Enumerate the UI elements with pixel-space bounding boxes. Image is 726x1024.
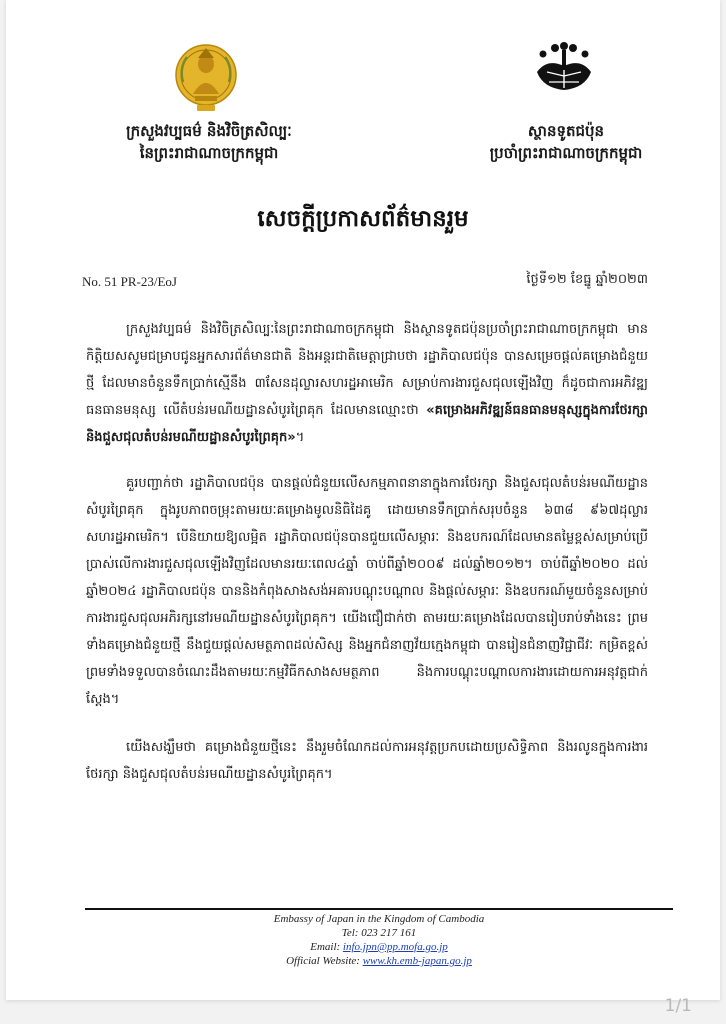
paragraph-1-text: ក្រសួងវប្បធម៌ និងវិចិត្រសិល្បៈនៃព្រះរាជាណាចក្រកម្ពុជា និងស្ថានទូតជប៉ុនប្រចាំព្រះរាជាណាចក្រកម្ពុជា មានកិត្តិយសសូមជម្រាបជូនអ្នកសារព័ត៌មានជាតិ និងអន្តរជាតិមេត្តាជ្រាបថា រដ្ឋាភិបាលជប៉ុន បានសម្រេចផ្តល់គម្រោងជំនួយថ្មី ដែលមានចំនួនទឹកប្រាក់ស្មើនឹង ៣សែនដុល្លារសហរដ្ឋអាមេរិក សម្រាប់ការងារជួសជុលឡើងវិញ ក៏ដូចជាការអភិវឌ្ឍធនធានមនុស្ស លើតំបន់រមណីយដ្ឋានសំបូរព្រៃគុក ដែលមានឈ្មោះថា xyxy=(86,322,648,418)
document-title: សេចក្តីប្រកាសព័ត៌មានរួម xyxy=(257,205,469,232)
reference-number: No. 51 PR-23/EoJ xyxy=(82,274,177,289)
project-name: «គម្រោងអភិវឌ្ឍន៍ធនធានមនុស្សក្នុងការថែរក្សា និងជួសជុលតំបន់រមណីយដ្ឋានសំបូរព្រៃគុក» xyxy=(86,403,648,445)
footer-org: Embassy of Japan in the Kingdom of Cambodia xyxy=(273,913,485,925)
document-page xyxy=(6,0,720,1000)
paragraph-3: យើងសង្ឃឹមថា គម្រោងជំនួយថ្មីនេះ នឹងរួមចំណែកដល់ការអនុវត្តប្រកបដោយប្រសិទ្ធិភាព និងរលូនក្នុងការងារថែរក្សា និងជួសជុលតំបន់រមណីយដ្ឋានសំបូរព្រៃគុក។ xyxy=(86,740,648,782)
ministry-line-1: ក្រសួងវប្បធម៌ និងវិចិត្រសិល្បៈ xyxy=(126,122,292,140)
paragraph-1 xyxy=(86,316,648,451)
email-link[interactable]: info.jpn@pp.mofa.go.jp xyxy=(342,941,448,953)
paragraph-2: គួរបញ្ជាក់ថា រដ្ឋាភិបាលជប៉ុន បានផ្តល់ជំនួយលើសកម្មភាពនានាក្នុងការថែរក្សា និងជួសជុលតំបន់រមណីយដ្ឋានសំបូរព្រៃគុក ក្នុងរូបភាពចម្រុះតាមរយៈគម្រោងមូលនិធិដៃគូ ដោយមានទឹកប្រាក់សរុបចំនួន ៦៣៨ ៩៦៧ដុល្លារសហរដ្ឋអាមេរិក។ បើនិយាយឱ្យលម្អិត រដ្ឋាភិបាលជប៉ុនបានជួយលើសម្ភារៈ និងឧបករណ៍ដែលមានតម្លៃខ្ពស់សម្រាប់ប្រើប្រាស់លើការងារជួសជុលឡើងវិញដែលមានរយៈពេល៤ឆ្នាំ ចាប់ពីឆ្នាំ២០០៩ ដល់ឆ្នាំ២០១២។ ចាប់ពីឆ្នាំ២០២០ ដល់ឆ្នាំ២០២៤ រដ្ឋាភិបាលជប៉ុន បាននិងកំពុងសាងសង់អគារបណ្តុះបណ្តាល និងផ្តល់សម្ភារៈ និងឧបករណ៍មួយចំនួនសម្រាប់ការងារជួសជុលអភិរក្សនៅរមណីយដ្ឋានសំបូរព្រៃគុក។ យើងជឿជាក់ថា តាមរយៈគម្រោងដែលបានរៀបរាប់ទាំងនេះ ព្រមទាំងគម្រោងជំនួយថ្មី នឹងជួយផ្តល់សមត្ថភាពដល់សិស្ស និងអ្នកជំនាញវ័យក្មេងកម្ពុជា បានរៀនជំនាញវិជ្ជាជីវៈ កម្រិតខ្ពស់ ព្រមទាំងទទួលបានចំណេះដឹងតាមរយៈកម្មវិធីកសាងសមត្ថភាព និងការបណ្តុះបណ្តាលការងារដោយការអនុវត្តជាក់ស្តែង។ xyxy=(86,476,648,707)
footer-email-label: Email: xyxy=(310,941,341,953)
ministry-seal-icon xyxy=(171,42,241,114)
footer-tel: Tel: 023 217 161 xyxy=(341,927,417,939)
page-indicator: 1/1 xyxy=(664,996,692,1016)
embassy-line-2: ប្រចាំព្រះរាជាណាចក្រកម្ពុជា xyxy=(489,144,643,162)
footer-website-line xyxy=(85,954,673,968)
embassy-line-1: ស្ថានទូតជប៉ុន xyxy=(527,122,605,140)
document-date: ថ្ងៃទី១២ ខែធ្នូ ឆ្នាំ២០២៣ xyxy=(526,272,648,287)
footer-divider xyxy=(85,908,673,910)
footer-website-label: Official Website: xyxy=(286,955,360,967)
paragraph-1-end: ។ xyxy=(295,430,305,445)
website-link[interactable]: www.kh.emb-japan.go.jp xyxy=(362,955,472,967)
ministry-line-2: នៃព្រះរាជាណាចក្រកម្ពុជា xyxy=(139,144,279,162)
footer-email-line xyxy=(85,940,673,954)
paulownia-emblem-icon xyxy=(533,42,595,92)
footer xyxy=(85,912,673,968)
embassy-name xyxy=(466,120,666,164)
ministry-name xyxy=(114,120,304,164)
